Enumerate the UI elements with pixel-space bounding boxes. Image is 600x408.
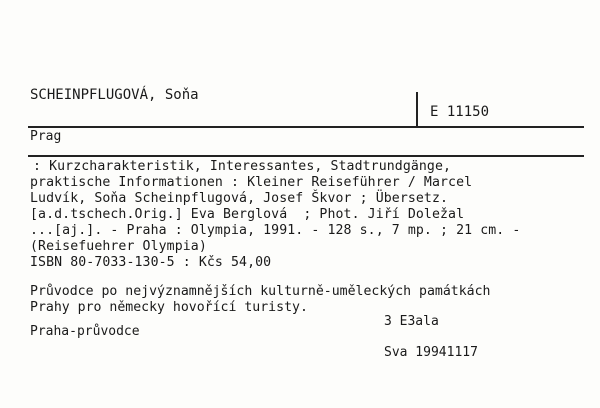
- note-line: Průvodce po nejvýznamnějších kulturně-uměleckých památkách: [30, 284, 491, 299]
- description-line: [a.d.tschech.Orig.] Eva Berglová ; Phot. Jiří Doležal: [30, 207, 465, 222]
- accession-number: Sva 19941117: [384, 345, 478, 360]
- vertical-divider: [416, 92, 418, 128]
- description-line: Ludvík, Soňa Scheinpflugová, Josef Škvor ; Übersetz.: [30, 191, 449, 206]
- description-line: : Kurzcharakteristik, Interessantes, Stadtrundgänge,: [33, 159, 452, 174]
- shelf-code: 3 E3ala: [384, 314, 439, 329]
- note-line: Prahy pro německy hovořící turisty.: [30, 300, 308, 315]
- description-line: praktische Informationen : Kleiner Reiseführer / Marcel: [30, 175, 473, 190]
- title-rule: [28, 155, 584, 157]
- call-number: E 11150: [430, 104, 490, 120]
- author-heading: SCHEINPFLUGOVÁ, Soňa: [30, 87, 199, 103]
- title-heading: Prag: [30, 129, 62, 144]
- isbn-price-line: ISBN 80-7033-130-5 : Kčs 54,00: [30, 255, 272, 270]
- description-line: ...[aj.]. - Praha : Olympia, 1991. - 128 s., 7 mp. ; 21 cm. -: [30, 223, 521, 238]
- subject-heading: Praha-průvodce: [30, 324, 140, 339]
- header-rule: [28, 126, 584, 128]
- description-line: (Reisefuehrer Olympia): [30, 239, 207, 254]
